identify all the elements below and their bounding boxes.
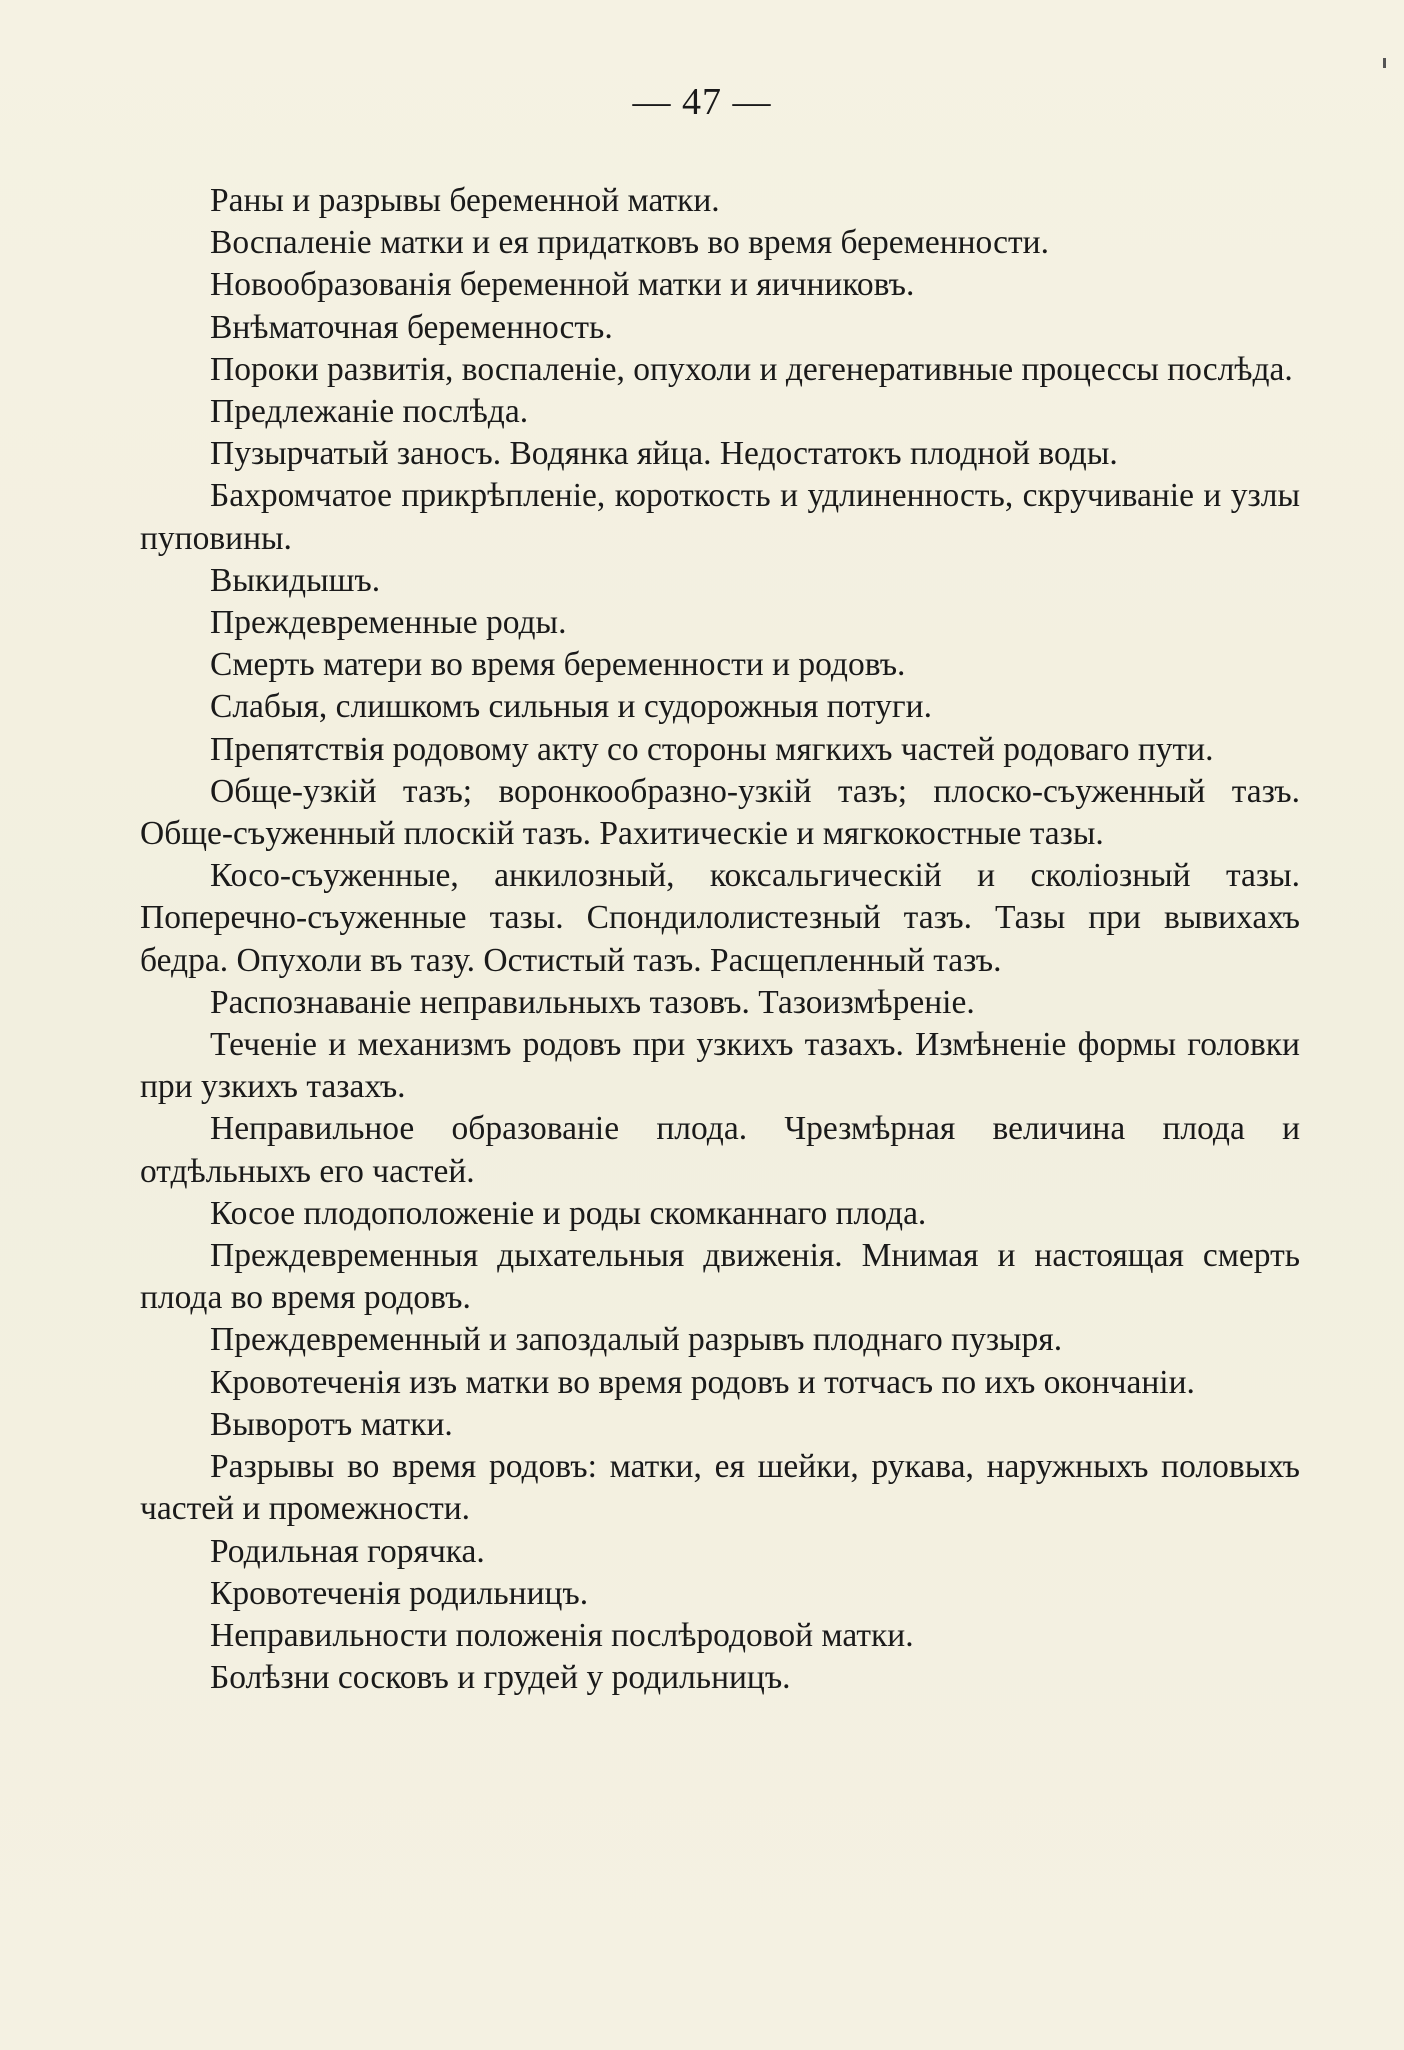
paragraph: Предлежаніе послѣда. xyxy=(210,393,529,431)
text-body xyxy=(140,180,1300,1699)
paragraph: Препятствія родовому акту со стороны мягкихъ частей родоваго пути. xyxy=(210,730,1214,768)
print-mark xyxy=(1383,58,1386,68)
paragraph: Новообразованія беременной матки и яичниковъ. xyxy=(210,266,915,304)
paragraph: Бахромчатое прикрѣпленіе, короткость и удлиненность, скручиваніе и узлы пуповины. xyxy=(140,477,1300,557)
paragraph: Кровотеченія изъ матки во время родовъ и тотчасъ по ихъ окончаніи. xyxy=(210,1363,1195,1401)
paragraph: Преждевременныя дыхательныя движенія. Мнимая и настоящая смерть плода во время родовъ. xyxy=(140,1237,1300,1317)
paragraph: Воспаленіе матки и ея придатковъ во время беременности. xyxy=(210,224,1049,262)
paragraph: Родильная горячка. xyxy=(210,1532,485,1570)
paragraph: Пороки развитія, воспаленіе, опухоли и дегенеративные процессы послѣда. xyxy=(210,350,1293,388)
paragraph: Теченіе и механизмъ родовъ при узкихъ тазахъ. Измѣненіе формы головки при узкихъ тазахъ. xyxy=(140,1026,1300,1106)
paragraph: Преждевременный и запоздалый разрывъ плоднаго пузыря. xyxy=(210,1321,1063,1359)
paragraph: Разрывы во время родовъ: матки, ея шейки, рукава, наружныхъ половыхъ частей и промежности. xyxy=(140,1448,1300,1528)
paragraph: Выворотъ матки. xyxy=(210,1405,453,1443)
paragraph: Обще-узкій тазъ; воронкообразно-узкій тазъ; плоско-съуженный тазъ. Обще-съуженный плоскій тазъ. Рахитическіе и мягкокостные тазы. xyxy=(140,772,1300,853)
paragraph: Слабыя, слишкомъ сильныя и судорожныя потуги. xyxy=(210,688,932,726)
page-number: — 47 — xyxy=(632,81,772,123)
paragraph: Кровотеченія родильницъ. xyxy=(210,1574,589,1612)
paragraph: Выкидышъ. xyxy=(210,561,381,599)
paragraph: Неправильное образованіе плода. Чрезмѣрная величина плода и отдѣльныхъ его частей. xyxy=(140,1110,1300,1190)
paragraph: Внѣматочная беременность. xyxy=(210,308,613,346)
paragraph: Пузырчатый заносъ. Водянка яйца. Недостатокъ плодной воды. xyxy=(210,435,1118,473)
paragraph: Раны и разрывы беременной матки. xyxy=(210,182,720,219)
paragraph: Преждевременные роды. xyxy=(210,604,567,642)
paragraph: Распознаваніе неправильныхъ тазовъ. Тазоизмѣреніе. xyxy=(210,983,975,1021)
paragraph: Косое плодоположеніе и роды скомканнаго плода. xyxy=(210,1194,927,1232)
paragraph: Болѣзни сосковъ и грудей у родильницъ. xyxy=(210,1659,791,1697)
paragraph: Смерть матери во время беременности и родовъ. xyxy=(210,646,906,684)
paragraph: Косо-съуженные, анкилозный, коксальгическій и сколіозный тазы. Поперечно-съуженные тазы. Спондилолистезный тазъ. Тазы при вывихахъ бедра. Опухоли въ тазу. Остистый тазъ. Расщепленный тазъ. xyxy=(140,857,1300,979)
paragraph: Неправильности положенія послѣродовой матки. xyxy=(210,1616,914,1654)
